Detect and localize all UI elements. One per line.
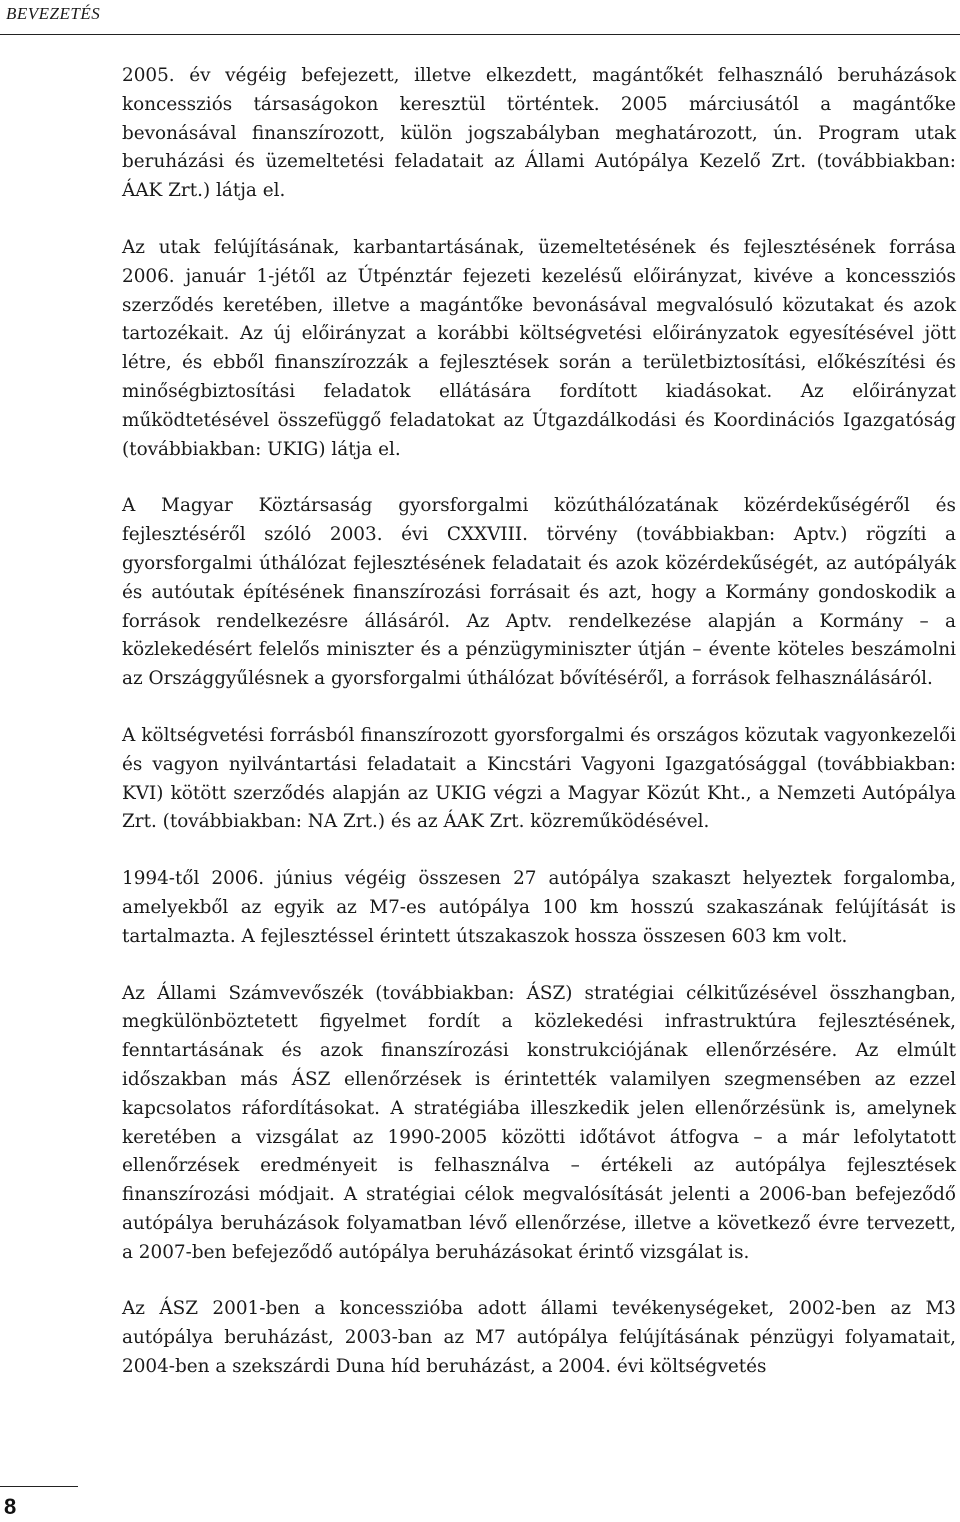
paragraph-3: A Magyar Köztársaság gyorsforgalmi közúthálózatának közérdekűségéről és fejlesztéséről szóló 2003. évi CXXVIII. törvény (továbbiakban: Aptv.) rögzíti a gyorsforgalmi úthálózat fejlesztésének feladatait és azok közérdekűségét, az autópályák és autóutak építésének finanszírozási forrásait és azt, hogy a Kormány gondoskodik a források rendelkezésre állásáról. Az Aptv. rendelkezése alapján a Kormány – a közlekedésért felelős miniszter és a pénzügyminiszter útján – évente köteles beszámolni az Országgyűlésnek a gyorsforgalmi úthálózat bővítéséről, a források felhasználásáról. xyxy=(122,495,956,690)
running-header xyxy=(0,0,960,35)
paragraph-6: Az Állami Számvevőszék (továbbiakban: ÁSZ) stratégiai célkitűzésével összhangban, megkülönböztetett figyelmet fordít a közlekedési infrastruktúra fejlesztésének, fenntartásának és azok finanszírozási konstrukciójának ellenőrzésére. Az elmúlt időszakban más ÁSZ ellenőrzések is érintették valamilyen szegmensében az ezzel kapcsolatos ráfordításokat. A stratégiába illeszkedik jelen ellenőrzésünk is, amelynek keretében a vizsgálat az 1990-2005 közötti időtávot átfogva – a már lefolytatott ellenőrzések eredményeit is felhasználva – értékeli az autópálya fejlesztések finanszírozási módjait. A stratégiai célok megvalósítását jelenti a 2006-ban befejeződő autópálya beruházások folyamatban lévő ellenőrzése, illetve a következő évre tervezett, a 2007-ben befejeződő autópálya beruházásokat érintő vizsgálat is. xyxy=(122,982,956,1263)
paragraph-2: Az utak felújításának, karbantartásának, üzemeltetésének és fejlesztésének forrása 2006. január 1-jétől az Útpénztár fejezeti kezelésű előirányzat, kivéve a koncessziós szerződés keretében, illetve a magántőke bevonásával megvalósuló közutakat és azok tartozékait. Az új előirányzat a korábbi költségvetési előirányzatok egyesítésével jött létre, és ebből finanszírozzák a fejlesztések során a területbiztosítási, előkészítési és minőségbiztosítási feladatok ellátására fordított kiadásokat. Az előirányzat működtetésével összefüggő feladatokat az Útgazdálkodási és Koordinációs Igazgatóság (továbbiakban: UKIG) látja el. xyxy=(122,236,956,460)
paragraph-5: 1994-től 2006. június végéig összesen 27 autópálya szakaszt helyeztek forgalomba, amelyekből az egyik az M7-es autópálya 100 km hosszú szakaszának felújítását is tartalmazta. A fejlesztéssel érintett útszakaszok hossza összesen 603 km volt. xyxy=(122,868,956,947)
footer-rule xyxy=(0,1486,78,1487)
paragraph-7: Az ÁSZ 2001-ben a koncesszióba adott állami tevékenységeket, 2002-ben az M3 autópálya beruházást, 2003-ban az M7 autópálya felújításának pénzügyi folyamatait, 2004-ben a szekszárdi Duna híd beruházást, a 2004. évi költségvetés xyxy=(122,1298,956,1378)
body-text xyxy=(122,62,956,1382)
paragraph-4: A költségvetési forrásból finanszírozott gyorsforgalmi és országos közutak vagyonkezelői és vagyon nyilvántartási feladatait a Kincstári Vagyoni Igazgatósággal (továbbiakban: KVI) kötött szerződés alapján az UKIG végzi a Magyar Közút Kht., a Nemzeti Autópálya Zrt. (továbbiakban: NA Zrt.) és az ÁAK Zrt. közreműködésével. xyxy=(122,724,956,833)
page-number: 8 xyxy=(4,1494,17,1519)
paragraph-1: 2005. év végéig befejezett, illetve elkezdett, magántőkét felhasználó beruházások koncessziós társaságokon keresztül történtek. 2005 márciusától a magántőke bevonásával finanszírozott, külön jogszabályban meghatározott, ún. Program utak beruházási és üzemeltetési feladatait az Állami Autópálya Kezelő Zrt. (továbbiakban: ÁAK Zrt.) látja el. xyxy=(122,65,956,202)
section-title: BEVEZETÉS xyxy=(6,4,101,23)
